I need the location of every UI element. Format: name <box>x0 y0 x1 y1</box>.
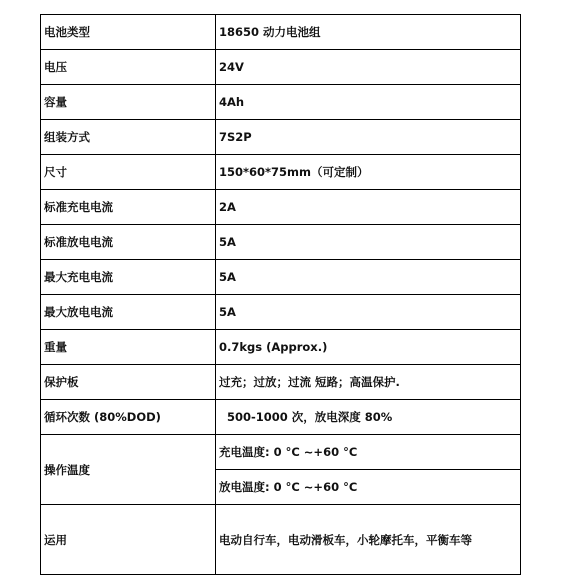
spec-value: 5A <box>216 260 521 295</box>
spec-label: 尺寸 <box>41 155 216 190</box>
spec-row-capacity <box>41 85 521 120</box>
spec-row-max-discharge-current <box>41 295 521 330</box>
spec-value: 0.7kgs (Approx.) <box>216 330 521 365</box>
spec-row-protection-board <box>41 365 521 400</box>
spec-value: 2A <box>216 190 521 225</box>
spec-label-usage: 运用 <box>41 505 216 575</box>
spec-row-std-discharge-current <box>41 225 521 260</box>
spec-value-charge-temp: 充电温度: 0 °C ~+60 °C <box>216 435 521 470</box>
spec-row-std-charge-current <box>41 190 521 225</box>
spec-value: 150*60*75mm（可定制） <box>216 155 521 190</box>
spec-label: 标准充电电流 <box>41 190 216 225</box>
spec-label: 电压 <box>41 50 216 85</box>
spec-label: 保护板 <box>41 365 216 400</box>
spec-value: 过充；过放；过流 短路；高温保护. <box>216 365 521 400</box>
spec-table-body <box>41 15 521 575</box>
spec-label-operating-temp: 操作温度 <box>41 435 216 505</box>
spec-label: 容量 <box>41 85 216 120</box>
spec-row-voltage <box>41 50 521 85</box>
spec-row-cycle-count <box>41 400 521 435</box>
spec-row-battery-type <box>41 15 521 50</box>
spec-value: 4Ah <box>216 85 521 120</box>
spec-label: 最大放电电流 <box>41 295 216 330</box>
spec-label: 电池类型 <box>41 15 216 50</box>
spec-label: 标准放电电流 <box>41 225 216 260</box>
spec-value-discharge-temp: 放电温度: 0 °C ~+60 °C <box>216 470 521 505</box>
spec-value: 500-1000 次，放电深度 80% <box>216 400 521 435</box>
spec-row-assembly <box>41 120 521 155</box>
spec-row-size <box>41 155 521 190</box>
spec-value: 5A <box>216 295 521 330</box>
spec-label: 重量 <box>41 330 216 365</box>
spec-value: 7S2P <box>216 120 521 155</box>
spec-value: 18650 动力电池组 <box>216 15 521 50</box>
spec-label: 最大充电电流 <box>41 260 216 295</box>
spec-value: 5A <box>216 225 521 260</box>
spec-value: 24V <box>216 50 521 85</box>
spec-row-weight <box>41 330 521 365</box>
battery-spec-table <box>40 14 521 575</box>
spec-value-usage: 电动自行车，电动滑板车，小轮摩托车，平衡车等 <box>216 505 521 575</box>
spec-row-max-charge-current <box>41 260 521 295</box>
spec-row-usage <box>41 505 521 575</box>
spec-label: 循环次数 (80%DOD) <box>41 400 216 435</box>
spec-row-operating-temp-charge <box>41 435 521 470</box>
spec-label: 组装方式 <box>41 120 216 155</box>
